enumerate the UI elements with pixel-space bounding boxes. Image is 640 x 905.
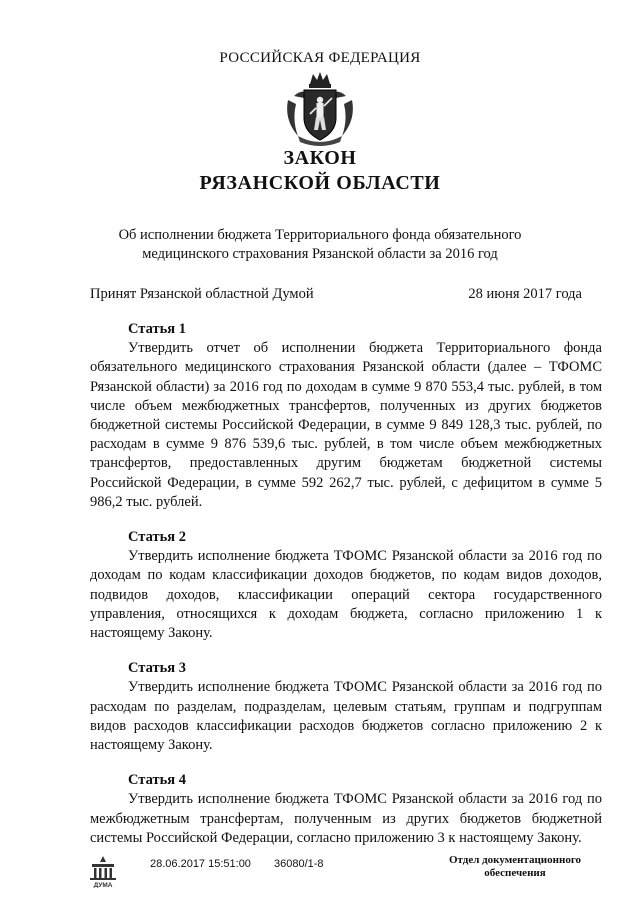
footer-department-line1: Отдел документационного	[448, 854, 582, 866]
law-title-line1: ЗАКОН	[283, 147, 357, 169]
duma-logo-text: ДУМА	[93, 882, 113, 888]
law-title-line2: РЯЗАНСКОЙ ОБЛАСТИ	[199, 172, 441, 194]
article-2	[90, 528, 602, 643]
article-heading: Статья 4	[128, 772, 186, 789]
article-1	[90, 320, 602, 512]
country-name: РОССИЙСКАЯ ФЕДЕРАЦИЯ	[219, 50, 421, 66]
law-body	[90, 320, 602, 864]
article-3	[90, 659, 602, 755]
article-text: Утвердить исполнение бюджета ТФОМС Рязанской области за 2016 год по доходам по кодам классификации доходов бюджетов, по кодам видов доходов, подвидов доходов, классификации операций сектора государственного управления, относящихся к доходам бюджета, согласно приложению 1 к настоящему Закону.	[90, 548, 602, 642]
article-text: Утвердить отчет об исполнении бюджета Территориального фонда обязательного медицинского страхования Рязанской области (далее – ТФОМС Рязанской области) за 2016 год по доходам в сумме 9 870 553,4 тыс. рублей, в том числе объем межбюджетных трансфертов, полученных из других бюджетов бюджетной системы Российской Федерации, в сумме 9 849 128,3 тыс. рублей, по расходам в сумме 9 876 539,6 тыс. рублей, в том числе объем межбюджетных трансфертов, предоставленных другим бюджетам бюджетной системы Российской Федерации, в сумме 592 262,7 тыс. рублей, с дефицитом в сумме 5 986,2 тыс. рублей.	[90, 340, 602, 510]
law-title	[0, 146, 640, 196]
law-subject: Об исполнении бюджета Территориального фонда обязательного медицинского страхования Рязанской области за 2016 год	[118, 227, 522, 262]
article-text: Утвердить исполнение бюджета ТФОМС Рязанской области за 2016 год по межбюджетным трансфертам, полученным из других бюджетов бюджетной системы Российской Федерации, согласно приложению 3 к настоящему Закону.	[90, 791, 602, 846]
footer-department-line2: обеспечения	[484, 867, 546, 879]
article-heading: Статья 1	[128, 321, 186, 337]
article-4	[90, 771, 602, 848]
article-heading: Статья 2	[128, 529, 186, 546]
article-heading: Статья 3	[128, 660, 186, 677]
article-text: Утвердить исполнение бюджета ТФОМС Рязанской области за 2016 год по расходам по разделам, подразделам, целевым статьям, группам и подгруппам видов расходов классификации расходов бюджетов согласно приложению 2 к настоящему Закону.	[90, 679, 602, 754]
page-footer	[0, 850, 640, 900]
adopted-by: Принят Рязанской областной Думой	[90, 286, 314, 302]
footer-timestamp: 28.06.2017 15:51:00	[150, 858, 251, 870]
coat-of-arms-icon	[280, 70, 360, 146]
footer-department	[430, 854, 600, 880]
adoption-date: 28 июня 2017 года	[468, 286, 582, 302]
footer-code: 36080/1-8	[274, 858, 324, 870]
duma-logo-icon	[86, 854, 120, 888]
